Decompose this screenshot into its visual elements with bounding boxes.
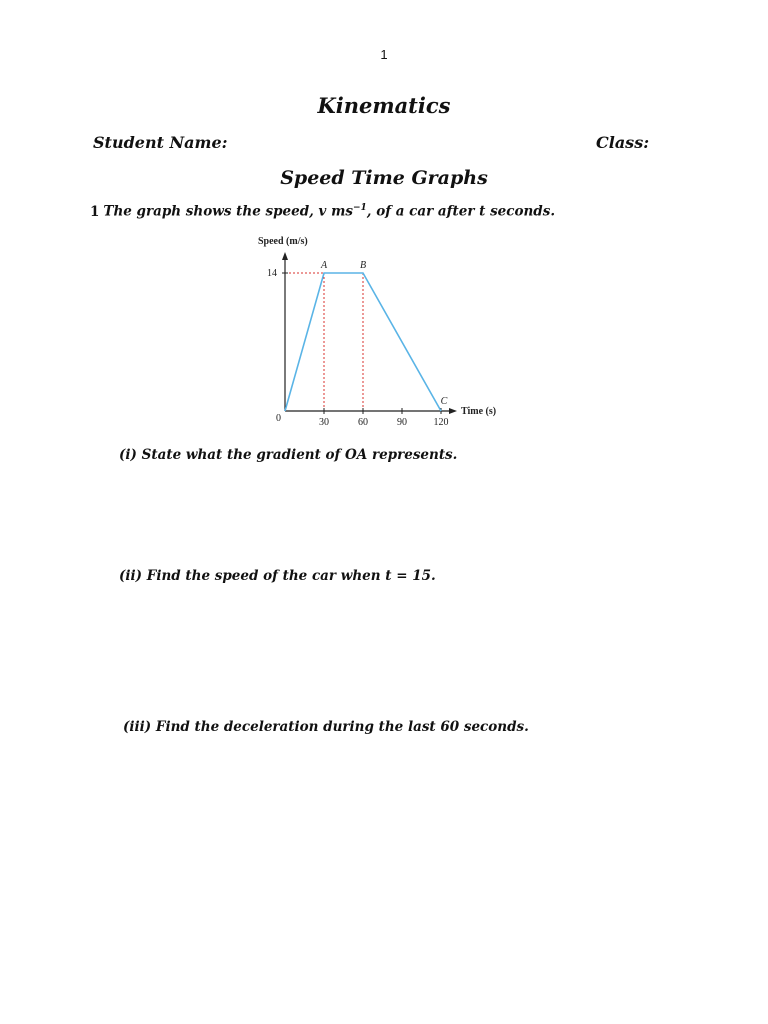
point-label-c: C <box>440 396 448 407</box>
origin-label: 0 <box>276 413 281 424</box>
y-tick-label: 14 <box>267 268 277 280</box>
speed-time-graph <box>255 230 513 430</box>
x-axis-title: Time (s) <box>461 406 497 417</box>
class-label: Class: <box>596 133 650 152</box>
x-tick-label: 60 <box>358 417 368 428</box>
student-name-label: Student Name: <box>93 133 228 152</box>
y-axis-title: Speed (m/s) <box>258 236 308 247</box>
page-title: Kinematics <box>317 93 451 118</box>
question-text: The graph shows the speed, v ms <box>103 203 353 220</box>
question-superscript: −1 <box>352 203 367 213</box>
question-part-ii: (ii) Find the speed of the car when t = 15. <box>119 568 436 584</box>
question-1 <box>90 203 555 220</box>
x-tick-label: 90 <box>397 417 407 428</box>
x-tick-label: 120 <box>433 417 449 428</box>
question-number: 1 <box>90 203 100 220</box>
question-part-iii: (iii) Find the deceleration during the last 60 seconds. <box>123 719 529 735</box>
point-label-a: A <box>320 260 328 272</box>
question-text-end: , of a car after t seconds. <box>366 203 556 220</box>
x-tick-label: 30 <box>319 417 329 428</box>
question-part-i: (i) State what the gradient of OA represents. <box>119 447 458 463</box>
page-number: 1 <box>380 47 388 62</box>
section-title: Speed Time Graphs <box>280 167 488 189</box>
point-label-b: B <box>359 260 367 272</box>
